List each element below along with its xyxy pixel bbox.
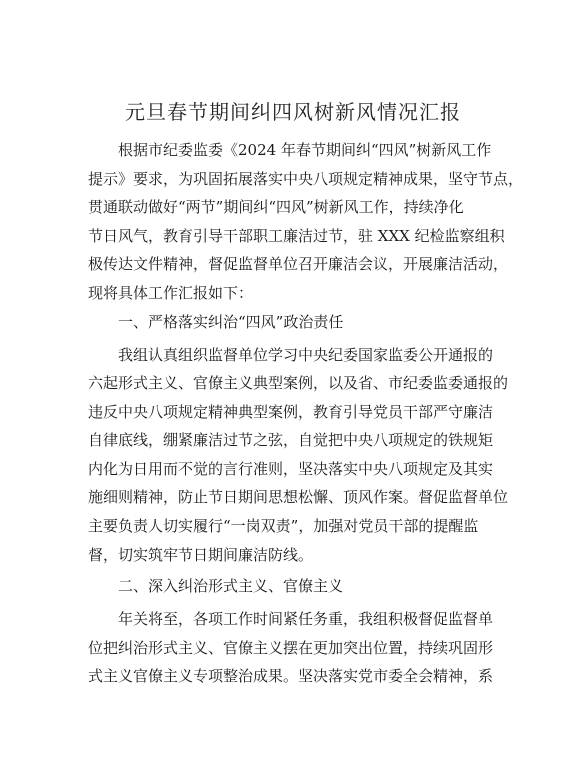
- section-1-line-5: 内化为日用而不觉的言行准则，坚决落实中央八项规定及其实: [88, 460, 494, 478]
- section-1-heading: 一、严格落实纠治“四风”政治责任: [118, 313, 344, 331]
- intro-line-2: 提示》要求，为巩固拓展落实中央八项规定精神成果，坚守节点，: [88, 170, 524, 188]
- section-1-line-7: 主要负责人切实履行“一岗双责”，加强对党员干部的提醒监: [88, 517, 479, 535]
- section-2-line-1: 年关将至，各项工作时间紧任务重，我组积极督促监督单: [118, 610, 494, 628]
- section-2-heading: 二、深入纠治形式主义、官僚主义: [118, 577, 344, 595]
- section-1-line-2: 六起形式主义、官僚主义典型案例，以及省、市纪委监委通报的: [88, 374, 509, 392]
- section-1-line-4: 自律底线，绷紧廉洁过节之弦，自觉把中央八项规定的铁规矩: [88, 431, 494, 449]
- intro-line-5: 极传达文件精神，督促监督单位召开廉洁会议，开展廉洁活动，: [88, 255, 509, 273]
- intro-line-6: 现将具体工作汇报如下：: [88, 284, 254, 302]
- section-2-line-3: 式主义官僚主义专项整治成果。坚决落实党市委全会精神，系: [88, 667, 494, 685]
- document-title: 元旦春节期间纠四风树新风情况汇报: [125, 100, 461, 124]
- intro-line-4: 节日风气，教育引导干部职工廉洁过节，驻 XXX 纪检监察组积: [88, 227, 505, 245]
- section-1-line-1: 我组认真组织监督单位学习中央纪委国家监委公开通报的: [118, 346, 494, 364]
- intro-line-3: 贯通联动做好“两节”期间纠“四风”树新风工作，持续净化: [88, 198, 464, 216]
- section-1-line-3: 违反中央八项规定精神典型案例，教育引导党员干部严守廉洁: [88, 403, 494, 421]
- intro-line-1: 根据市纪委监委《2024 年春节期间纠“四风”树新风工作: [118, 141, 492, 159]
- section-1-line-8: 督，切实筑牢节日期间廉洁防线。: [88, 546, 314, 564]
- section-2-line-2: 位把纠治形式主义、官僚主义摆在更加突出位置，持续巩固形: [88, 639, 494, 657]
- section-1-line-6: 施细则精神，防止节日期间思想松懈、顶风作案。督促监督单位: [88, 488, 509, 506]
